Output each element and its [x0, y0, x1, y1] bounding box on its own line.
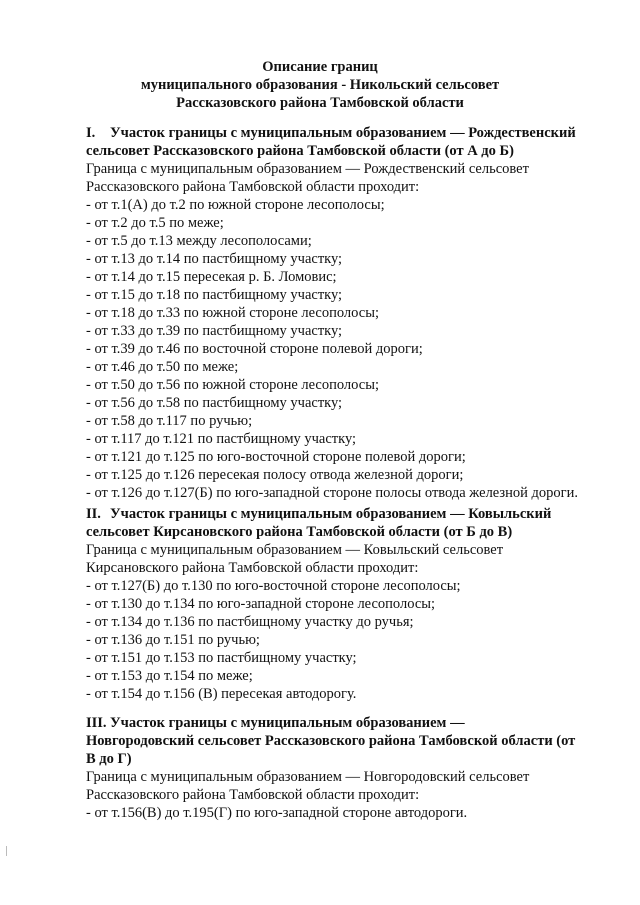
- list-item: - от т.134 до т.136 по пастбищному участку до ручья;: [86, 614, 414, 630]
- section-1-number: I.: [86, 125, 96, 141]
- list-item: - от т.13 до т.14 по пастбищному участку;: [86, 251, 343, 267]
- section-2-intro-line-2: Кирсановского района Тамбовской области проходит:: [86, 560, 419, 576]
- section-3: [86, 714, 606, 822]
- section-2: [86, 505, 606, 703]
- section-1-heading: [86, 124, 606, 160]
- list-item: - от т.151 до т.153 по пастбищному участку;: [86, 650, 357, 666]
- list-item: - от т.130 до т.134 по юго-западной стороне лесополосы;: [86, 596, 436, 612]
- section-3-heading-line-3: В до Г): [86, 751, 132, 767]
- section-3-body: [86, 768, 606, 822]
- list-item: - от т.46 до т.50 по меже;: [86, 359, 239, 375]
- list-item: - от т.39 до т.46 по восточной стороне полевой дороги;: [86, 341, 423, 357]
- section-3-intro-line-2: Рассказовского района Тамбовской области проходит:: [86, 787, 420, 803]
- list-item: - от т.5 до т.13 между лесополосами;: [86, 233, 312, 249]
- section-1: [86, 124, 606, 502]
- section-1-intro-line-1: Граница с муниципальным образованием — Рождественский сельсовет: [86, 161, 529, 177]
- list-item: - от т.56 до т.58 по пастбищному участку;: [86, 395, 343, 411]
- list-item: - от т.2 до т.5 по меже;: [86, 215, 224, 231]
- title-line-1: Описание границ: [262, 59, 378, 75]
- list-item: - от т.125 до т.126 пересекая полосу отвода железной дороги;: [86, 467, 464, 483]
- section-1-body: [86, 160, 606, 502]
- list-item: - от т.18 до т.33 по южной стороне лесополосы;: [86, 305, 379, 321]
- section-3-heading-line-2: Новгородовский сельсовет Рассказовского района Тамбовской области (от: [86, 733, 576, 749]
- section-2-number: II.: [86, 506, 101, 522]
- list-item: - от т.58 до т.117 по ручью;: [86, 413, 253, 429]
- list-item: - от т.154 до т.156 (В) пересекая автодорогу.: [86, 686, 357, 702]
- list-item: - от т.1(А) до т.2 по южной стороне лесополосы;: [86, 197, 385, 213]
- list-item: - от т.14 до т.15 пересекая р. Б. Ломовис;: [86, 269, 337, 285]
- section-2-heading: [86, 505, 606, 541]
- list-item: - от т.126 до т.127(Б) по юго-западной стороне полосы отвода железной дороги.: [86, 485, 579, 501]
- section-3-number: III.: [86, 715, 107, 731]
- list-item: - от т.33 до т.39 по пастбищному участку;: [86, 323, 343, 339]
- list-item: - от т.136 до т.151 по ручью;: [86, 632, 260, 648]
- section-2-body: [86, 541, 606, 703]
- section-2-heading-line-1: Участок границы с муниципальным образованием — Ковыльский: [110, 506, 552, 522]
- list-item: - от т.15 до т.18 по пастбищному участку;: [86, 287, 343, 303]
- list-item: - от т.127(Б) до т.130 по юго-восточной стороне лесополосы;: [86, 578, 461, 594]
- scan-margin-mark: [6, 846, 7, 856]
- section-1-heading-line-2: сельсовет Рассказовского района Тамбовской области (от А до Б): [86, 143, 514, 159]
- section-3-heading: [86, 714, 606, 768]
- list-item: - от т.156(В) до т.195(Г) по юго-западной стороне автодороги.: [86, 805, 468, 821]
- section-1-intro-line-2: Рассказовского района Тамбовской области проходит:: [86, 179, 420, 195]
- list-item: - от т.153 до т.154 по меже;: [86, 668, 253, 684]
- list-item: - от т.50 до т.56 по южной стороне лесополосы;: [86, 377, 379, 393]
- list-item: - от т.117 до т.121 по пастбищному участку;: [86, 431, 357, 447]
- title-line-3: Рассказовского района Тамбовской области: [176, 95, 464, 111]
- section-1-heading-line-1: Участок границы с муниципальным образованием — Рождественский: [110, 125, 576, 141]
- title-line-2: муниципального образования - Никольский сельсовет: [140, 77, 500, 93]
- section-3-intro-line-1: Граница с муниципальным образованием — Новгородовский сельсовет: [86, 769, 530, 785]
- section-2-heading-line-2: сельсовет Кирсановского района Тамбовской области (от Б до В): [86, 524, 513, 540]
- document-title: [0, 58, 640, 112]
- list-item: - от т.121 до т.125 по юго-восточной стороне полевой дороги;: [86, 449, 466, 465]
- section-3-heading-line-1: Участок границы с муниципальным образованием —: [110, 715, 465, 731]
- section-2-intro-line-1: Граница с муниципальным образованием — Ковыльский сельсовет: [86, 542, 504, 558]
